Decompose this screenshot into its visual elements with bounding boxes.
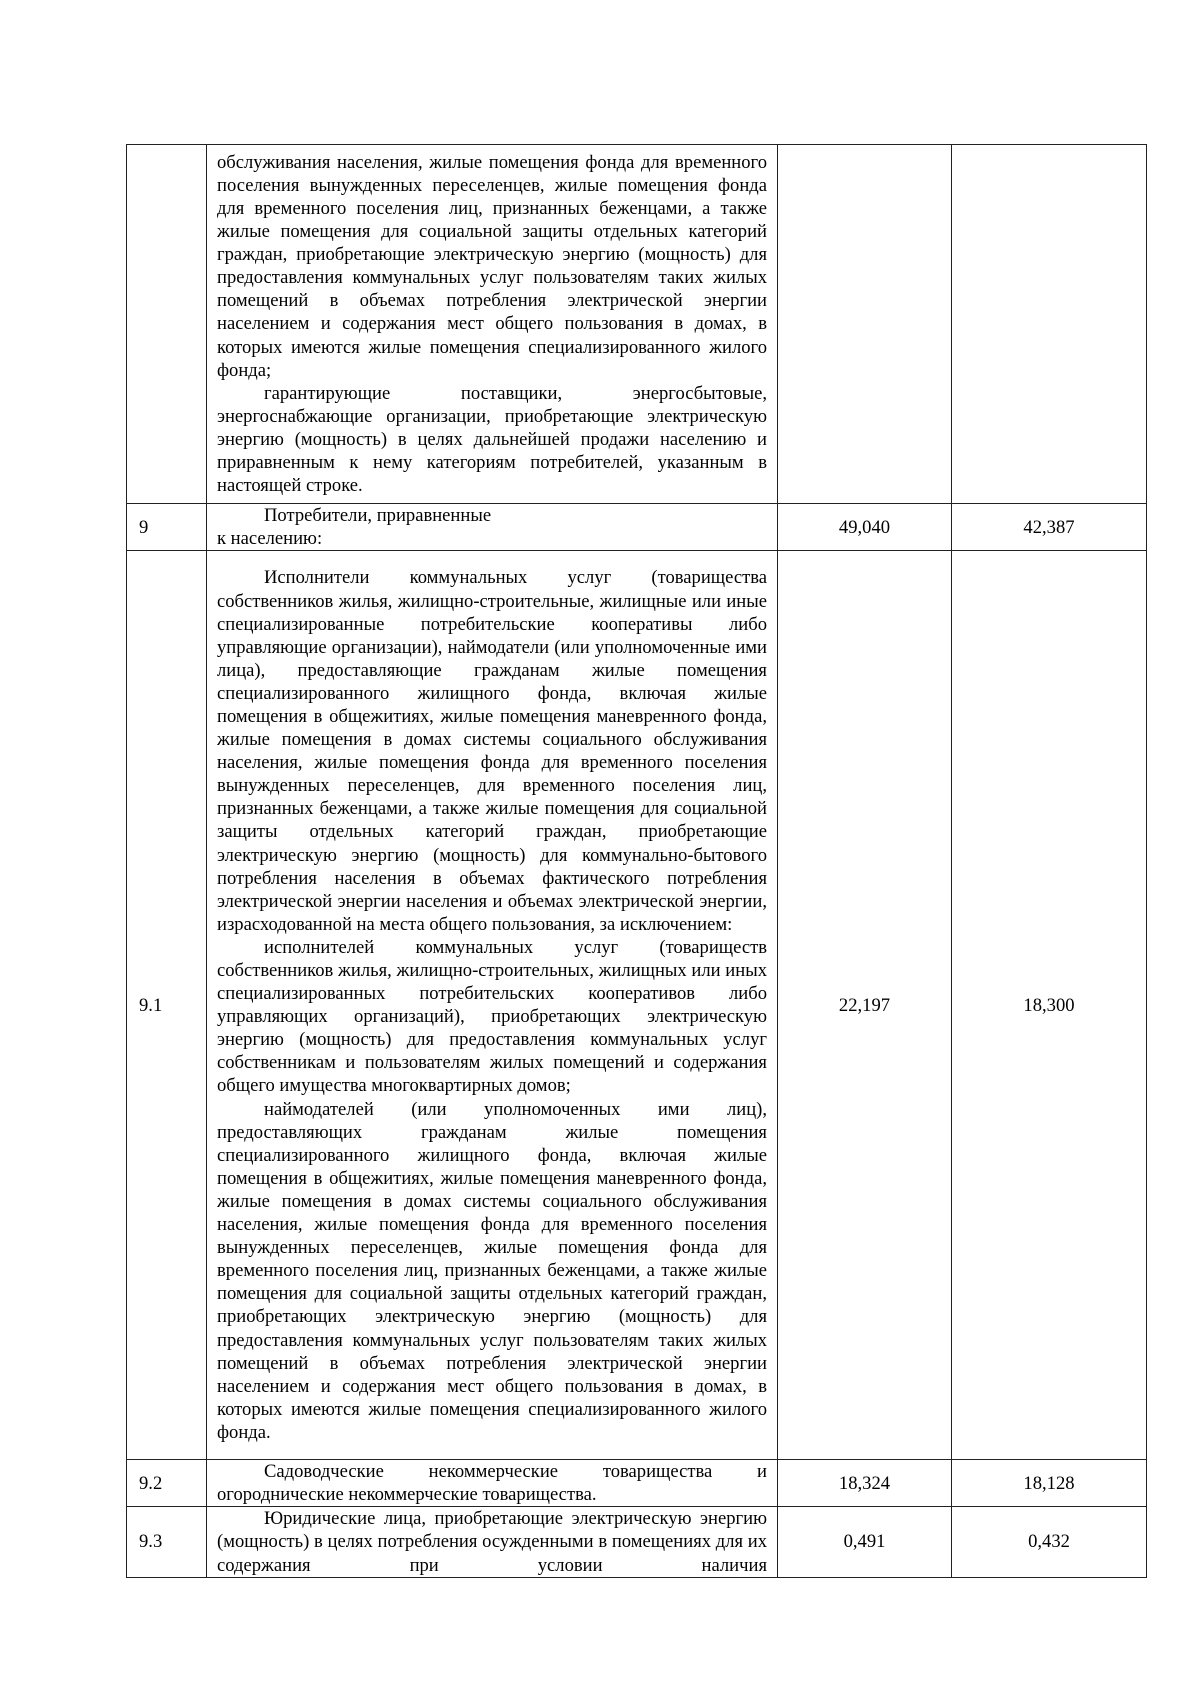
table-row — [127, 1460, 1147, 1507]
description-paragraph: Потребители, приравненные — [264, 505, 492, 526]
value-second-half: 18,300 — [952, 551, 1147, 1460]
row-description — [207, 551, 778, 1460]
table-row — [127, 504, 1147, 551]
row-description — [207, 504, 778, 551]
table-row — [127, 1507, 1147, 1577]
description-paragraph: наймодателей (или уполномоченных ими лиц), предоставляющих гражданам жилые помещения специализированного жилищного фонда, включая жилые помещения в общежитиях, жилые помещения маневренного фонда, жилые помещения в домах системы социального обслуживания населения, жилые помещения фонда для временного поселения вынужденных переселенцев, жилые помещения фонда для временного поселения лиц, признанных беженцами, а также жилые помещения для социальной защиты отдельных категорий граждан, приобретающих электрическую энергию (мощность) для предоставления коммунальных услуг пользователям таких жилых помещений в объемах потребления электрической энергии населением и содержания мест общего пользования в домах, в которых имеются жилые помещения специализированного жилого фонда. — [217, 1098, 767, 1443]
description-paragraph: обслуживания населения, жилые помещения фонда для временного поселения вынужденных переселенцев, жилые помещения фонда для временного поселения лиц, признанных беженцами, а также жилые помещения для социальной защиты отдельных категорий граждан, приобретающие электрическую энергию (мощность) для предоставления коммунальных услуг пользователям таких жилых помещений в объемах потребления электрической энергии населением и содержания мест общего пользования в домах, в которых имеются жилые помещения специализированного жилого фонда; — [217, 151, 767, 381]
row-number: 9.3 — [127, 1507, 207, 1577]
value-first-half: 49,040 — [778, 504, 952, 551]
description-paragraph: к населению: — [217, 528, 323, 550]
value-first-half: 0,491 — [778, 1507, 952, 1577]
row-description — [207, 1460, 778, 1507]
value-second-half: 18,128 — [952, 1460, 1147, 1507]
value-second-half: 42,387 — [952, 504, 1147, 551]
description-paragraph: Садоводческие некоммерческие товарищества и огороднические некоммерческие товарищества. — [217, 1461, 767, 1506]
value-first-half: 22,197 — [778, 551, 952, 1460]
description-paragraph: гарантирующие поставщики, энергосбытовые, энергоснабжающие организации, приобретающие электрическую энергию (мощность) в целях дальнейшей продажи населению и приравненным к нему категориям потребителей, указанным в настоящей строке. — [217, 382, 767, 497]
tariff-table — [126, 144, 1147, 1578]
table-row — [127, 145, 1147, 504]
row-number: 9.1 — [127, 551, 207, 1460]
description-paragraph: Юридические лица, приобретающие электрическую энергию (мощность) в целях потребления осужденными в помещениях для их содержания при условии наличия — [217, 1508, 767, 1576]
value-second-half: 0,432 — [952, 1507, 1147, 1577]
row-description — [207, 1507, 778, 1577]
row-number — [127, 145, 207, 504]
row-description — [207, 145, 778, 504]
description-paragraph: исполнителей коммунальных услуг (товариществ собственников жилья, жилищно-строительных, жилищных или иных специализированных потребительских кооперативов либо управляющих организаций), приобретающих электрическую энергию (мощность) для предоставления коммунальных услуг собственникам и пользователям жилых помещений и содержания общего имущества многоквартирных домов; — [217, 936, 767, 1097]
row-number: 9 — [127, 504, 207, 551]
value-first-half — [778, 145, 952, 504]
description-paragraph: Исполнители коммунальных услуг (товарищества собственников жилья, жилищно-строительные, жилищные или иные специализированные потребительские кооперативы либо управляющие организации), наймодатели (или уполномоченные ими лица), предоставляющие гражданам жилые помещения специализированного жилищного фонда, включая жилые помещения в общежитиях, жилые помещения маневренного фонда, жилые помещения в домах системы социального обслуживания населения, жилые помещения фонда для временного поселения вынужденных переселенцев, для временного поселения лиц, признанных беженцами, а также жилые помещения для социальной защиты отдельных категорий граждан, приобретающие электрическую энергию (мощность) для коммунально-бытового потребления населения в объемах фактического потребления электрической энергии населения и объемах электрической энергии, израсходованной на места общего пользования, за исключением: — [217, 567, 767, 935]
table-row — [127, 551, 1147, 1460]
value-second-half — [952, 145, 1147, 504]
value-first-half: 18,324 — [778, 1460, 952, 1507]
row-number: 9.2 — [127, 1460, 207, 1507]
